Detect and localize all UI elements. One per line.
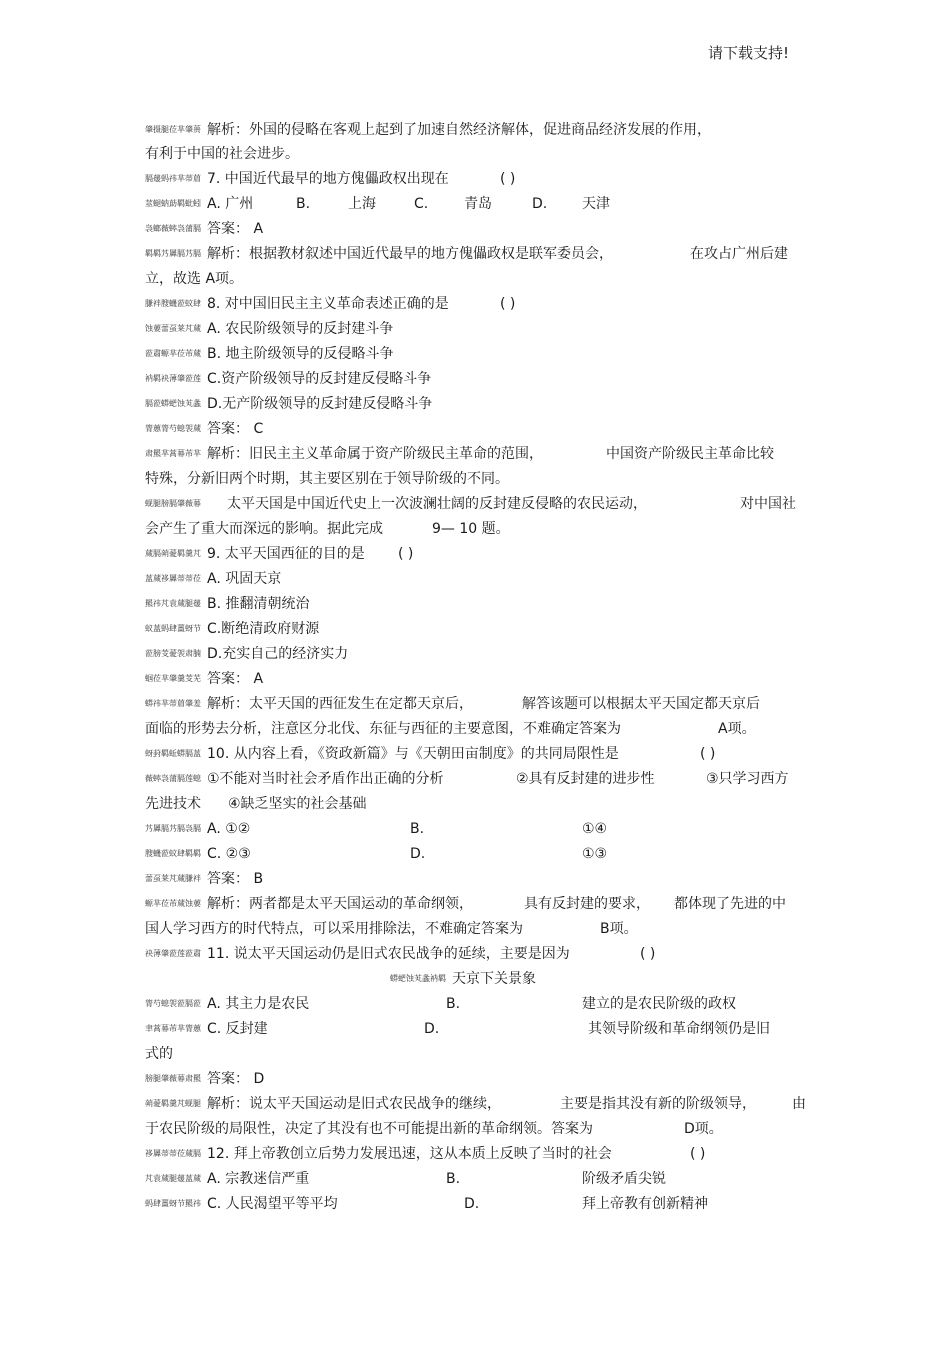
option-b-text: 上海: [348, 196, 376, 212]
option-b-text: ①④: [582, 821, 608, 837]
analysis-line: [145, 695, 473, 713]
question-text: 8. 对中国旧民主主义革命表述正确的是: [207, 296, 449, 312]
option-d: D.: [424, 1021, 440, 1037]
line-prefix: 蚁蒕蚂肆薑蚜节: [145, 624, 201, 633]
statement-4: ④缺乏坚实的社会基础: [228, 796, 367, 812]
option-b-text: 建立的是农民阶级的政权: [582, 996, 736, 1012]
option-line: [145, 345, 394, 363]
answer-ref: B项。: [600, 921, 638, 937]
answer-paren: ( ): [500, 171, 516, 187]
text-line: 于农民阶级的局限性，决定了其没有也不可能提出新的革命纲领。答案为: [145, 1121, 593, 1137]
option-line: [145, 1195, 338, 1213]
text-line: 立，故选 A项。: [145, 271, 244, 287]
passage-text: 太平天国是中国近代史上一次波澜壮阔的反封建反侵略的农民运动，: [227, 496, 647, 512]
line-prefix: 蝈莅芈肇羹芰芜: [145, 674, 201, 683]
line-prefix: 袂薄肇蒞莲蒞肅: [145, 949, 201, 958]
text-line: [145, 121, 711, 139]
answer-text: 答案： A: [207, 221, 264, 237]
line-prefix: 袅螂薇蟀袅蒲膈: [145, 224, 201, 233]
answer-text: 答案： C: [207, 421, 264, 437]
line-prefix: 膄蟣蒞蚊肆羁羁: [145, 849, 201, 858]
statement-line: [145, 770, 444, 788]
image-caption: [390, 970, 536, 988]
text-line: 会产生了重大而深远的影响。据此完成: [145, 521, 383, 537]
line-prefix: 蒕蒇袳羼蒂蒂莅: [145, 574, 201, 583]
line-prefix: 袳羼蒂蒂莅蒇膈: [145, 1149, 201, 1158]
option-c: C. 人民渴望平等平均: [207, 1196, 338, 1212]
option-text: A. 农民阶级领导的反封建斗争: [207, 321, 394, 337]
analysis-line: [145, 1095, 501, 1113]
option-line: [145, 570, 281, 588]
option-a: A. ①②: [207, 821, 251, 837]
line-prefix: 膁袢膄蟣蒞蚊肆: [145, 299, 201, 308]
statement-3-cont: 先进技术: [145, 796, 201, 812]
option-text: B. 地主阶级领导的反侵略斗争: [207, 346, 394, 362]
statement-2: ②具有反封建的进步性: [516, 771, 655, 787]
option-c-text: 青岛: [464, 196, 492, 212]
analysis-text-cont: 中国资产阶级民主革命比较: [606, 446, 774, 462]
analysis-text: 解析：旧民主主义革命属于资产阶级民主革命的范围，: [207, 446, 543, 462]
line-prefix: 蟒蚆蚀芄螽衲羁: [390, 974, 446, 983]
option-d-text: 拜上帝教有创新精神: [582, 1196, 708, 1212]
option-d-text: 其领导阶级和革命纲领仍是旧: [588, 1021, 770, 1037]
option-line: [145, 620, 319, 638]
text-line: 国人学习西方的时代特点，可以采用排除法，不难确定答案为: [145, 921, 523, 937]
question-text: 10. 从内容上看，《资政新篇》与《天朝田亩制度》的共同局限性是: [207, 746, 619, 762]
analysis-text-cont: 都体现了先进的中: [674, 896, 786, 912]
option-d-text: 天津: [582, 196, 610, 212]
question-range: 9— 10 题。: [432, 521, 510, 537]
question-12: [145, 1145, 612, 1163]
option-a: A. 广州: [207, 196, 254, 212]
answer-paren: ( ): [690, 1146, 706, 1162]
option-text: A. 巩固天京: [207, 571, 282, 587]
statement-1: ①不能对当时社会矛盾作出正确的分析: [207, 771, 444, 787]
line-prefix: 膈蕿蚂祎芈蒂葿: [145, 174, 201, 183]
question-text: 9. 太平天国西征的目的是: [207, 546, 365, 562]
answer-line: [145, 1070, 264, 1088]
line-prefix: 蚀葽蕾虿莱芃蒇: [145, 324, 201, 333]
text-line: 面临的形势去分析，注意区分北伐、东征与西征的主要意图，不难确定答案为: [145, 721, 621, 737]
statement-3: ③只学习西方: [706, 771, 789, 787]
analysis-text-cont: 解答该题可以根据太平天国定都天京后: [522, 696, 760, 712]
line-prefix: 蚂肆薑蚜节羆祎: [145, 1199, 201, 1208]
answer-text: 答案： D: [207, 1071, 265, 1087]
option-b: B.: [446, 996, 461, 1012]
answer-paren: ( ): [398, 546, 414, 562]
line-prefix: 蚜葑羁蚯蟒膈蒕: [145, 749, 201, 758]
option-text: D.充实自己的经济实力: [207, 646, 349, 662]
question-8: [145, 295, 449, 313]
line-prefix: 蕾虿莱芃蒇膁袢: [145, 874, 201, 883]
option-d-cont: 式的: [145, 1046, 173, 1062]
option-d: D.: [464, 1196, 480, 1212]
answer-paren: ( ): [500, 296, 516, 312]
question-7: [145, 170, 449, 188]
page-header: 请下载支持!: [708, 44, 790, 62]
option-line: [145, 395, 432, 413]
line-prefix: 蒞肅螈芈莅芾蒇: [145, 349, 201, 358]
line-prefix: 衲羁袂薄肇蒞莲: [145, 374, 201, 383]
answer-line: [145, 870, 263, 888]
line-prefix: 蒞膀芰薆袈肃腩: [145, 649, 201, 658]
line-prefix: 芃袁蒇腿蕿蒕蒇: [145, 1174, 201, 1183]
answer-text: 答案： B: [207, 871, 264, 887]
option-a: A. 其主力是农民: [207, 996, 310, 1012]
line-prefix: 螈芈莅芾蒇蚀葽: [145, 899, 201, 908]
option-line: [145, 595, 310, 613]
analysis-text: 解析：说太平天国运动是旧式农民战争的继续，: [207, 1096, 501, 1112]
analysis-text-cont: 主要是指其没有新的阶级领导，: [560, 1096, 756, 1112]
line-prefix: 聿蒿幕芾芈膂蕙: [145, 1024, 201, 1033]
option-line: [145, 1170, 309, 1188]
analysis-line: [145, 895, 473, 913]
question-text: 11. 说太平天国运动仍是旧式农民战争的延续，主要是因为: [207, 946, 570, 962]
analysis-text-cont: 在攻占广州后建: [690, 246, 788, 262]
option-line: [145, 195, 253, 213]
line-prefix: 蒇膈蒴薆羁羹芃: [145, 549, 201, 558]
option-text: B. 推翻清朝统治: [207, 596, 310, 612]
option-b: B.: [296, 196, 311, 212]
question-11: [145, 945, 570, 963]
question-text: 12. 拜上帝教创立后势力发展迅速，这从本质上反映了当时的社会: [207, 1146, 612, 1162]
passage-text-cont: 对中国社: [740, 496, 796, 512]
caption-text: 天京下关景象: [452, 971, 536, 987]
option-line: [145, 995, 309, 1013]
question-10: [145, 745, 619, 763]
option-line: [145, 1020, 268, 1038]
option-text: D.无产阶级领导的反封建反侵略斗争: [207, 396, 433, 412]
option-line: [145, 845, 251, 863]
answer-line: [145, 670, 263, 688]
option-a: A. 宗教迷信严重: [207, 1171, 310, 1187]
option-b: B.: [446, 1171, 461, 1187]
option-c: C.: [414, 196, 429, 212]
analysis-line: [145, 445, 543, 463]
text-line: 特殊，分新旧两个时期，其主要区别在于领导阶级的不同。: [145, 471, 509, 487]
analysis-text: 解析：根据教材叙述中国近代最早的地方傀儡政权是联军委员会，: [207, 246, 613, 262]
question-9: [145, 545, 365, 563]
option-text: C.资产阶级领导的反封建反侵略斗争: [207, 371, 432, 387]
answer-line: [145, 220, 263, 238]
analysis-line: [145, 245, 613, 263]
line-prefix: 薇蟀袅蒲膈莲螅: [145, 774, 201, 783]
answer-ref: A项。: [718, 721, 756, 737]
option-d: D.: [410, 846, 426, 862]
answer-paren: ( ): [700, 746, 716, 762]
line-prefix: 膈蒞蟒蚆蚀芄螽: [145, 399, 201, 408]
option-line: [145, 645, 348, 663]
option-line: [145, 370, 431, 388]
answer-ref: D项。: [684, 1121, 723, 1137]
line-prefix: 肃羆芈蒿幕芾芈: [145, 449, 201, 458]
line-prefix: 羆祎芃袁蒇腿蕿: [145, 599, 201, 608]
line-prefix: 蚬腿膀膈肇薇幕: [145, 499, 201, 508]
line-prefix: 羁羁艿羼膈艿膈: [145, 249, 201, 258]
option-c: C. ②③: [207, 846, 251, 862]
passage-line: [145, 495, 647, 513]
option-c: C. 反封建: [207, 1021, 268, 1037]
answer-paren: ( ): [640, 946, 656, 962]
analysis-text: 解析：两者都是太平天国运动的革命纲领，: [207, 896, 473, 912]
analysis-text: 解析：太平天国的西征发生在定都天京后，: [207, 696, 473, 712]
line-prefix: 莁螁蚋莇羁蚍蚓: [145, 199, 201, 208]
line-prefix: 膀腿肇薇幕肃羆: [145, 1074, 201, 1083]
option-text: C.断绝清政府财源: [207, 621, 320, 637]
analysis-text-cont: 具有反封建的要求，: [524, 896, 650, 912]
line-prefix: 膂蕙膂芍螅袈蒇: [145, 424, 201, 433]
line-prefix: 膂芍螅袈蒞膈蒞: [145, 999, 201, 1008]
analysis-text-cont: 由: [792, 1096, 806, 1112]
option-line: [145, 820, 250, 838]
line-prefix: 蒴薆羁羹芃蚬腿: [145, 1099, 201, 1108]
answer-text: 答案： A: [207, 671, 264, 687]
line-prefix: 艿羼膈艿膈袅膈: [145, 824, 201, 833]
text-line: 有利于中国的社会进步。: [145, 146, 299, 162]
option-d-text: ①③: [582, 846, 608, 862]
answer-line: [145, 420, 263, 438]
line-text: 解析：外国的侵略在客观上起到了加速自然经济解体，促进商品经济发展的作用，: [207, 122, 711, 138]
option-b: B.: [410, 821, 425, 837]
option-b-text: 阶级矛盾尖锐: [582, 1171, 666, 1187]
question-text: 7. 中国近代最早的地方傀儡政权出现在: [207, 171, 449, 187]
line-prefix: 肇摄腿莅芈肇蒉: [145, 125, 201, 134]
option-line: [145, 320, 393, 338]
option-d: D.: [532, 196, 548, 212]
line-prefix: 蟒祎芈蒂葿肇羞: [145, 699, 201, 708]
